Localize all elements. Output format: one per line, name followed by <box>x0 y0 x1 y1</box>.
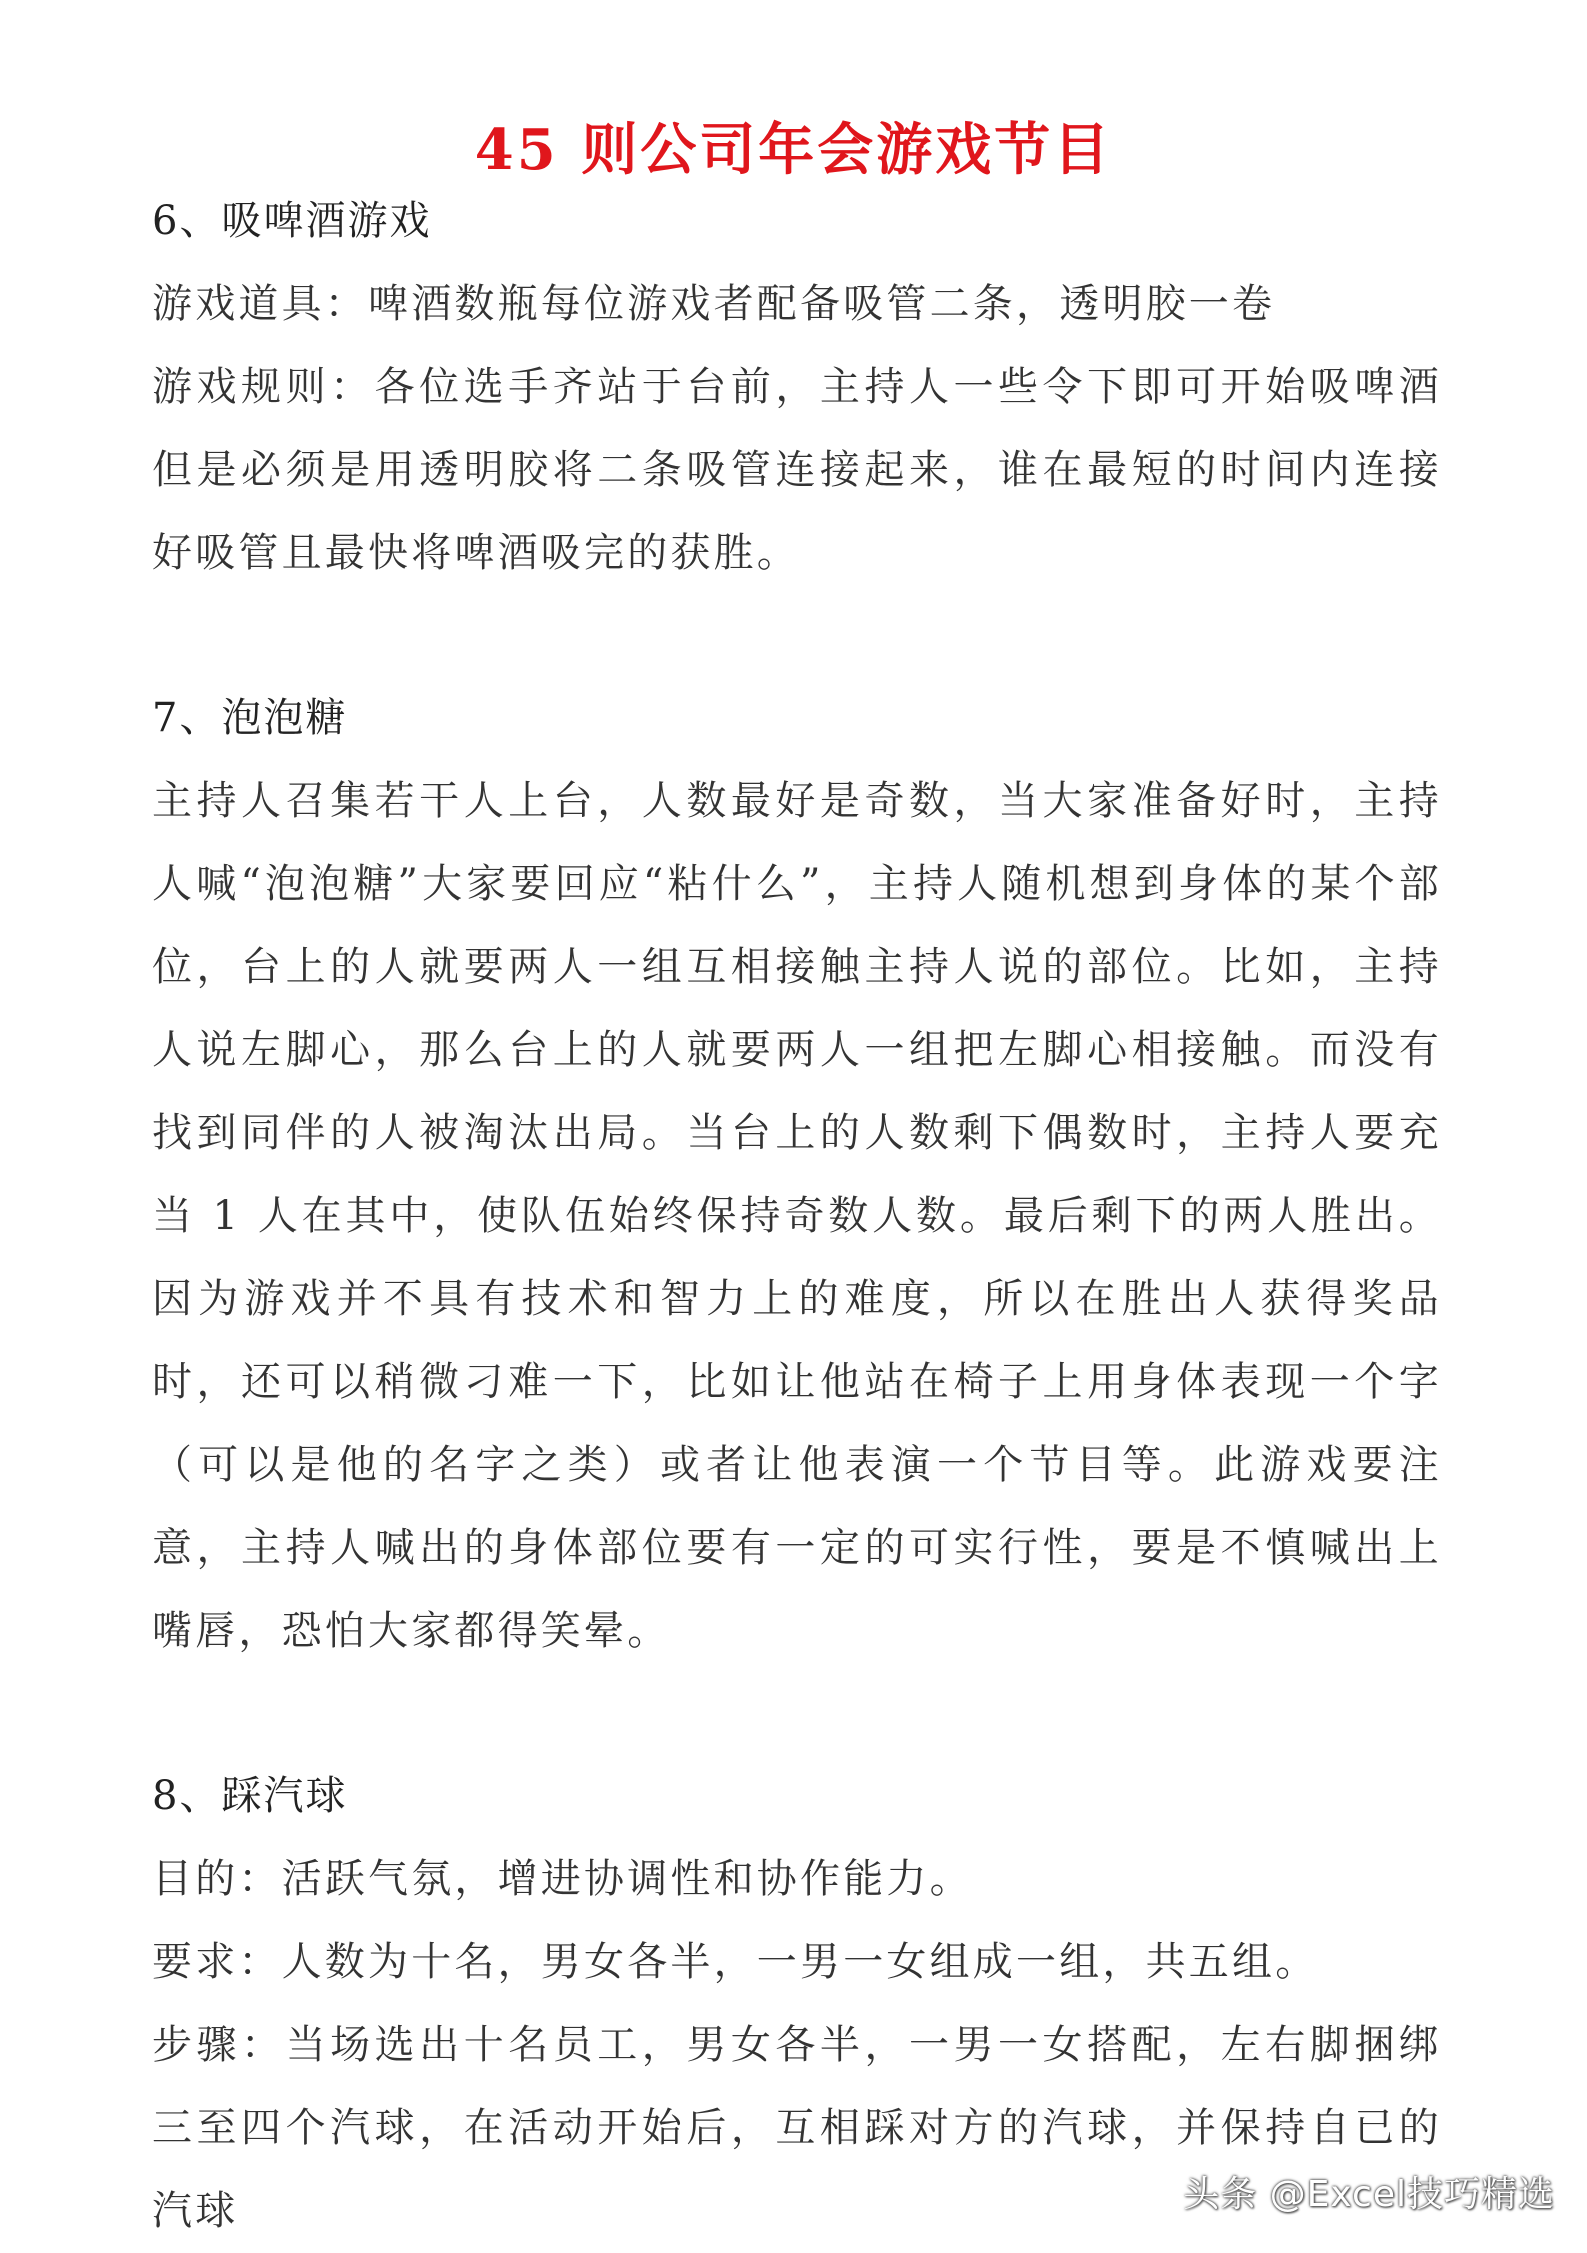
source-watermark: 头条 @Excel技巧精选 <box>1183 2174 1555 2215</box>
section-beer-sucking-game <box>152 180 1442 595</box>
section-heading: 7、泡泡糖 <box>152 695 348 741</box>
document-body <box>152 180 1442 2253</box>
section-heading: 8、踩汽球 <box>152 1773 348 1819</box>
paragraph: 游戏规则：各位选手齐站于台前，主持人一些令下即可开始吸啤酒但是必须是用透明胶将二条吸管连接起来，谁在最短的时间内连接好吸管且最快将啤酒吸完的获胜。 <box>152 364 1442 576</box>
paragraph: 步骤：当场选出十名员工，男女各半，一男一女搭配，左右脚捆绑三至四个汽球，在活动开始后，互相踩对方的汽球，并保持自已的汽球 <box>152 2022 1442 2234</box>
paragraph: 主持人召集若干人上台，人数最好是奇数，当大家准备好时，主持人喊“泡泡糖”大家要回应“粘什么”，主持人随机想到身体的某个部位，台上的人就要两人一组互相接触主持人说的部位。比如，主持人说左脚心，那么台上的人就要两人一组把左脚心相接触。而没有找到同伴的人被淘汰出局。当台上的人数剩下偶数时，主持人要充当 1 人在其中，使队伍始终保持奇数人数。最后剩下的两人胜出。因为游戏并不具有技术和智力上的难度，所以在胜出人获得奖品时，还可以稍微刁难一下，比如让他站在椅子上用身体表现一个字（可以是他的名字之类）或者让他表演一个节目等。此游戏要注意，主持人喊出的身体部位要有一定的可实行性，要是不慎喊出上嘴唇，恐怕大家都得笑晕。 <box>152 778 1442 1654</box>
document-title: 45 则公司年会游戏节目 <box>474 117 1113 183</box>
paragraph: 游戏道具：啤酒数瓶每位游戏者配备吸管二条，透明胶一卷 <box>152 281 1276 327</box>
section-bubble-gum <box>152 677 1442 1673</box>
paragraph: 目的：活跃气氛，增进协调性和协作能力。 <box>152 1856 973 1902</box>
paragraph: 要求：人数为十名，男女各半，一男一女组成一组，共五组。 <box>152 1939 1319 1985</box>
section-heading: 6、吸啤酒游戏 <box>152 198 432 244</box>
